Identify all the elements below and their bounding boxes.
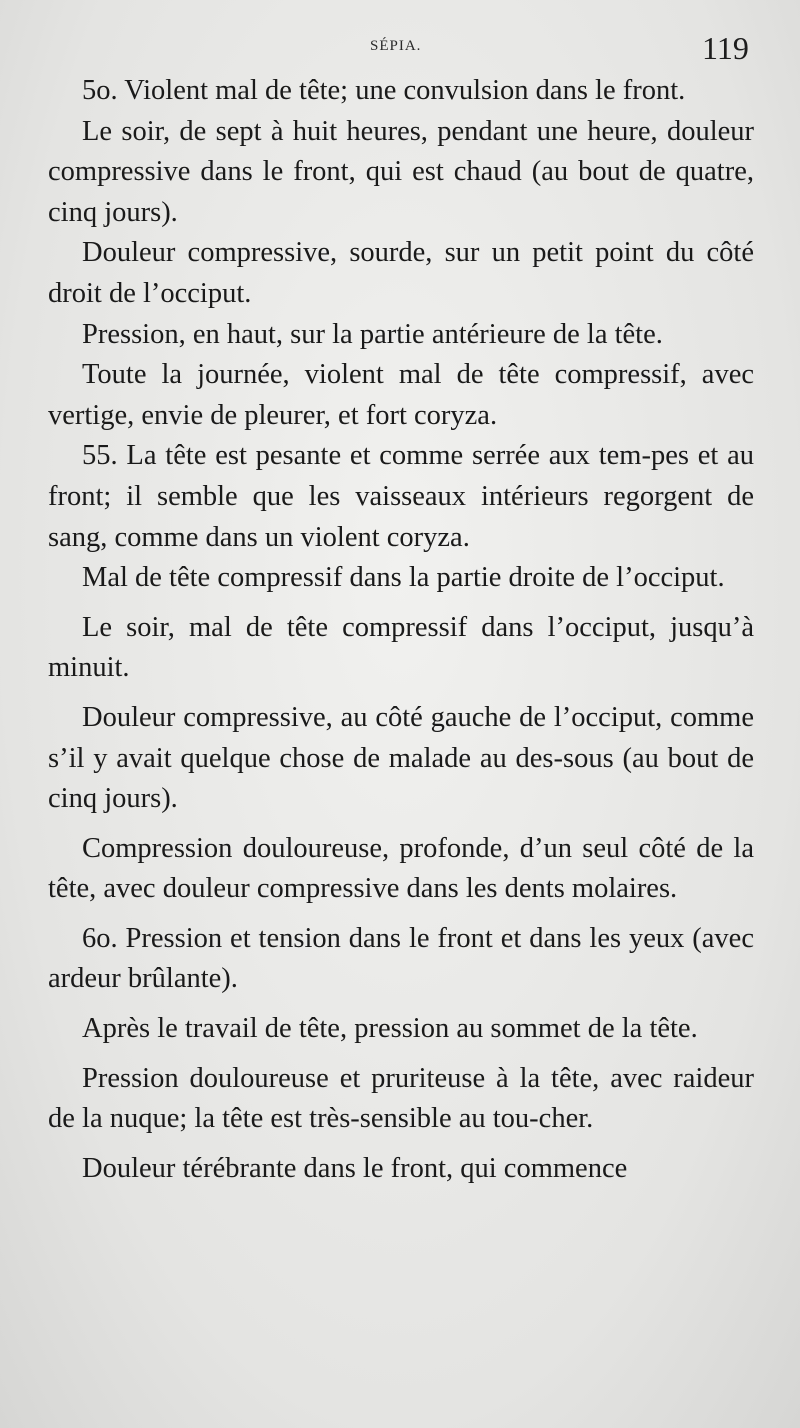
paragraph: Toute la journée, violent mal de tête compressif, avec vertige, envie de pleurer, et fort coryza. — [48, 359, 754, 431]
paragraph: Après le travail de tête, pression au sommet de la tête. — [82, 1013, 698, 1045]
paragraph: Pression, en haut, sur la partie antérieure de la tête. — [82, 318, 663, 350]
paragraph: 5o. Violent mal de tête; une convulsion dans le front. — [82, 75, 686, 106]
paragraph: Mal de tête compressif dans la partie droite de l’occiput. — [82, 562, 725, 594]
paragraph: Douleur compressive, sourde, sur un petit point du côté droit de l’occiput. — [48, 237, 754, 309]
running-head: SÉPIA. — [370, 38, 422, 54]
paragraph: Douleur térébrante dans le front, qui commence — [82, 1152, 628, 1184]
body-text — [48, 71, 754, 1189]
paragraph: Le soir, de sept à huit heures, pendant une heure, douleur compressive dans le front, qui est chaud (au bout de quatre, cinq jours). — [48, 115, 754, 228]
paragraph: 6o. Pression et tension dans le front et dans les yeux (avec ardeur brûlante). — [48, 922, 754, 995]
paragraph: Pression douloureuse et pruriteuse à la tête, avec raideur de la nuque; la tête est très-sensible au tou-cher. — [48, 1062, 754, 1135]
paragraph: Compression douloureuse, profonde, d’un seul côté de la tête, avec douleur compressive dans les dents molaires. — [48, 832, 754, 905]
paragraph: Le soir, mal de tête compressif dans l’occiput, jusqu’à minuit. — [48, 611, 754, 684]
page-number: 119 — [702, 30, 749, 66]
paragraph: Douleur compressive, au côté gauche de l’occiput, comme s’il y avait quelque chose de malade au des-sous (au bout de cinq jours). — [48, 701, 754, 815]
paragraph: 55. La tête est pesante et comme serrée aux tem-pes et au front; il semble que les vaisseaux intérieurs regorgent de sang, comme dans un violent coryza. — [48, 440, 754, 553]
